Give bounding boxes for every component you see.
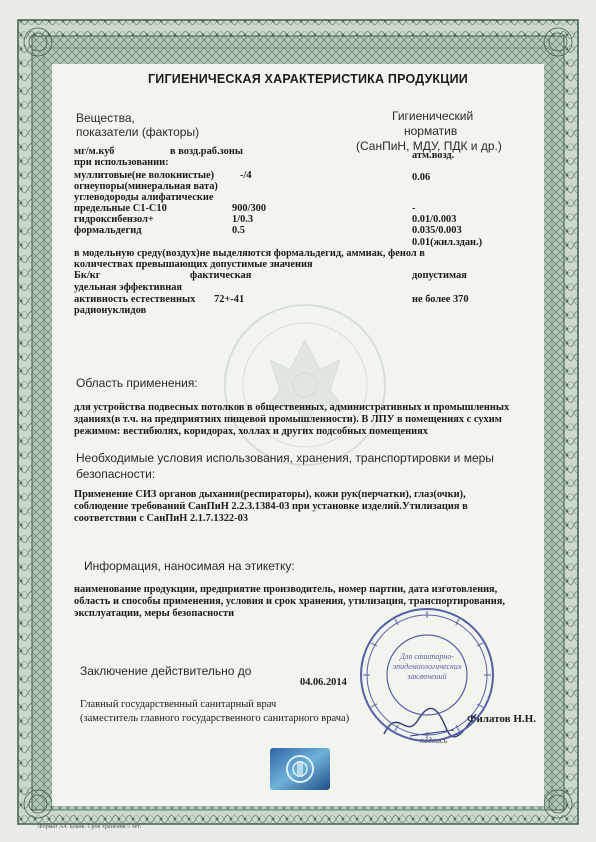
row-phenol-value: 1/0.3 (232, 214, 254, 225)
row-c1c10-norm: - (412, 203, 416, 214)
row-c1c10-value: 900/300 (232, 203, 267, 214)
row-c1c10: предельные С1-С10 (74, 203, 167, 214)
header-norm-2: норматив (404, 124, 458, 138)
row-activity-value: 72+-41 (214, 294, 245, 305)
row-unit: мг/м.куб (74, 146, 115, 157)
row-model-env: в модельную среду(воздух)не выделяются формальдегид, аммиак, фенол в (74, 248, 425, 259)
signature-caption: подпись (420, 736, 448, 745)
signer-title: Главный государственный санитарный врач (80, 699, 277, 710)
header-indicators: показатели (факторы) (76, 125, 200, 139)
row-activity: активность естественных (74, 294, 196, 305)
stamp-text: Для санитарно-эпидемиологических заключений (392, 652, 462, 681)
emblem-watermark (220, 300, 390, 470)
official-stamp (358, 606, 496, 744)
scope-label: Область применения: (76, 376, 198, 390)
row-mullite: муллитовые(не волокнистые) (74, 170, 215, 181)
row-mullite-value: -/4 (240, 170, 252, 181)
conditions-text: Применение СИЗ органов дыхания(респираторы), кожи рук(перчатки), глаз(очки), соблюдение требований СанПиН 2.2.3.1384-03 при установке изделий.Утилизация в соответствии с СанПиН 2.1.7.1322-03 (74, 489, 468, 524)
row-workzone: в возд.раб.зоны (170, 146, 243, 157)
header-substances: Вещества, (76, 111, 135, 125)
row-mullite-norm: 0.06 (412, 172, 431, 183)
row-activity-norm: не более 370 (412, 294, 469, 305)
row-hydrocarbons: углеводороды алифатические (74, 192, 214, 203)
row-atm: атм.возд. (412, 150, 455, 161)
signer-deputy: (заместитель главного государственного санитарного врача) (80, 713, 350, 724)
conditions-label-2: безопасности: (76, 467, 156, 481)
row-formaldehyde-residential: 0.01(жил.здан.) (412, 237, 483, 248)
header-norm: Гигиенический (392, 109, 474, 123)
row-radionuclides: радионуклидов (74, 305, 147, 316)
row-refractory: огнеупоры(минеральная вата) (74, 181, 218, 192)
row-phenol-norm: 0.01/0.003 (412, 214, 457, 225)
row-formaldehyde-norm: 0.035/0.003 (412, 225, 462, 236)
hologram-sticker (270, 748, 330, 790)
label-info-label: Информация, наносимая на этикетку: (84, 559, 295, 573)
document-title: ГИГИЕНИЧЕСКАЯ ХАРАКТЕРИСТИКА ПРОДУКЦИИ (148, 72, 468, 86)
scope-text: для устройства подвесных потолков в общественных, административных и промышленных зданиях(в т.ч. на предприятиях пищевой промышленности). В ЛПУ в помещениях с сухим режимом: вестибюлях, коридорах, холлах и других подсобных помещениях (74, 402, 510, 437)
validity-date: 04.06.2014 (300, 677, 347, 688)
row-formaldehyde-value: 0.5 (232, 225, 245, 236)
signer-name: Филатов Н.Н. (467, 713, 536, 725)
conditions-label: Необходимые условия использования, хранения, транспортировки и меры (76, 451, 494, 465)
footer-note: Формат А4. Бланк. Срок хранения 5 лет. (38, 824, 141, 830)
label-info-text: наименование продукции, предприятие производитель, номер партии, дата изготовления, область и способы применения, условия и срок хранения, утилизация, транспортирования, эксплуатации, меры безопасности (74, 584, 505, 619)
row-actual: фактическая (190, 270, 252, 281)
validity-label: Заключение действительно до (80, 664, 252, 678)
header-norm-3: (СанПиН, МДУ, ПДК и др.) (356, 139, 502, 153)
row-bq-unit: Бк/кг (74, 270, 101, 281)
row-model-env-2: количествах превышающих допустимые значения (74, 259, 313, 270)
row-allowed: допустимая (412, 270, 467, 281)
row-phenol: гидроксибензол+ (74, 214, 154, 225)
row-specific: удельная эффективная (74, 282, 183, 293)
row-use: при использовании: (74, 157, 169, 168)
row-formaldehyde: формальдегид (74, 225, 142, 236)
